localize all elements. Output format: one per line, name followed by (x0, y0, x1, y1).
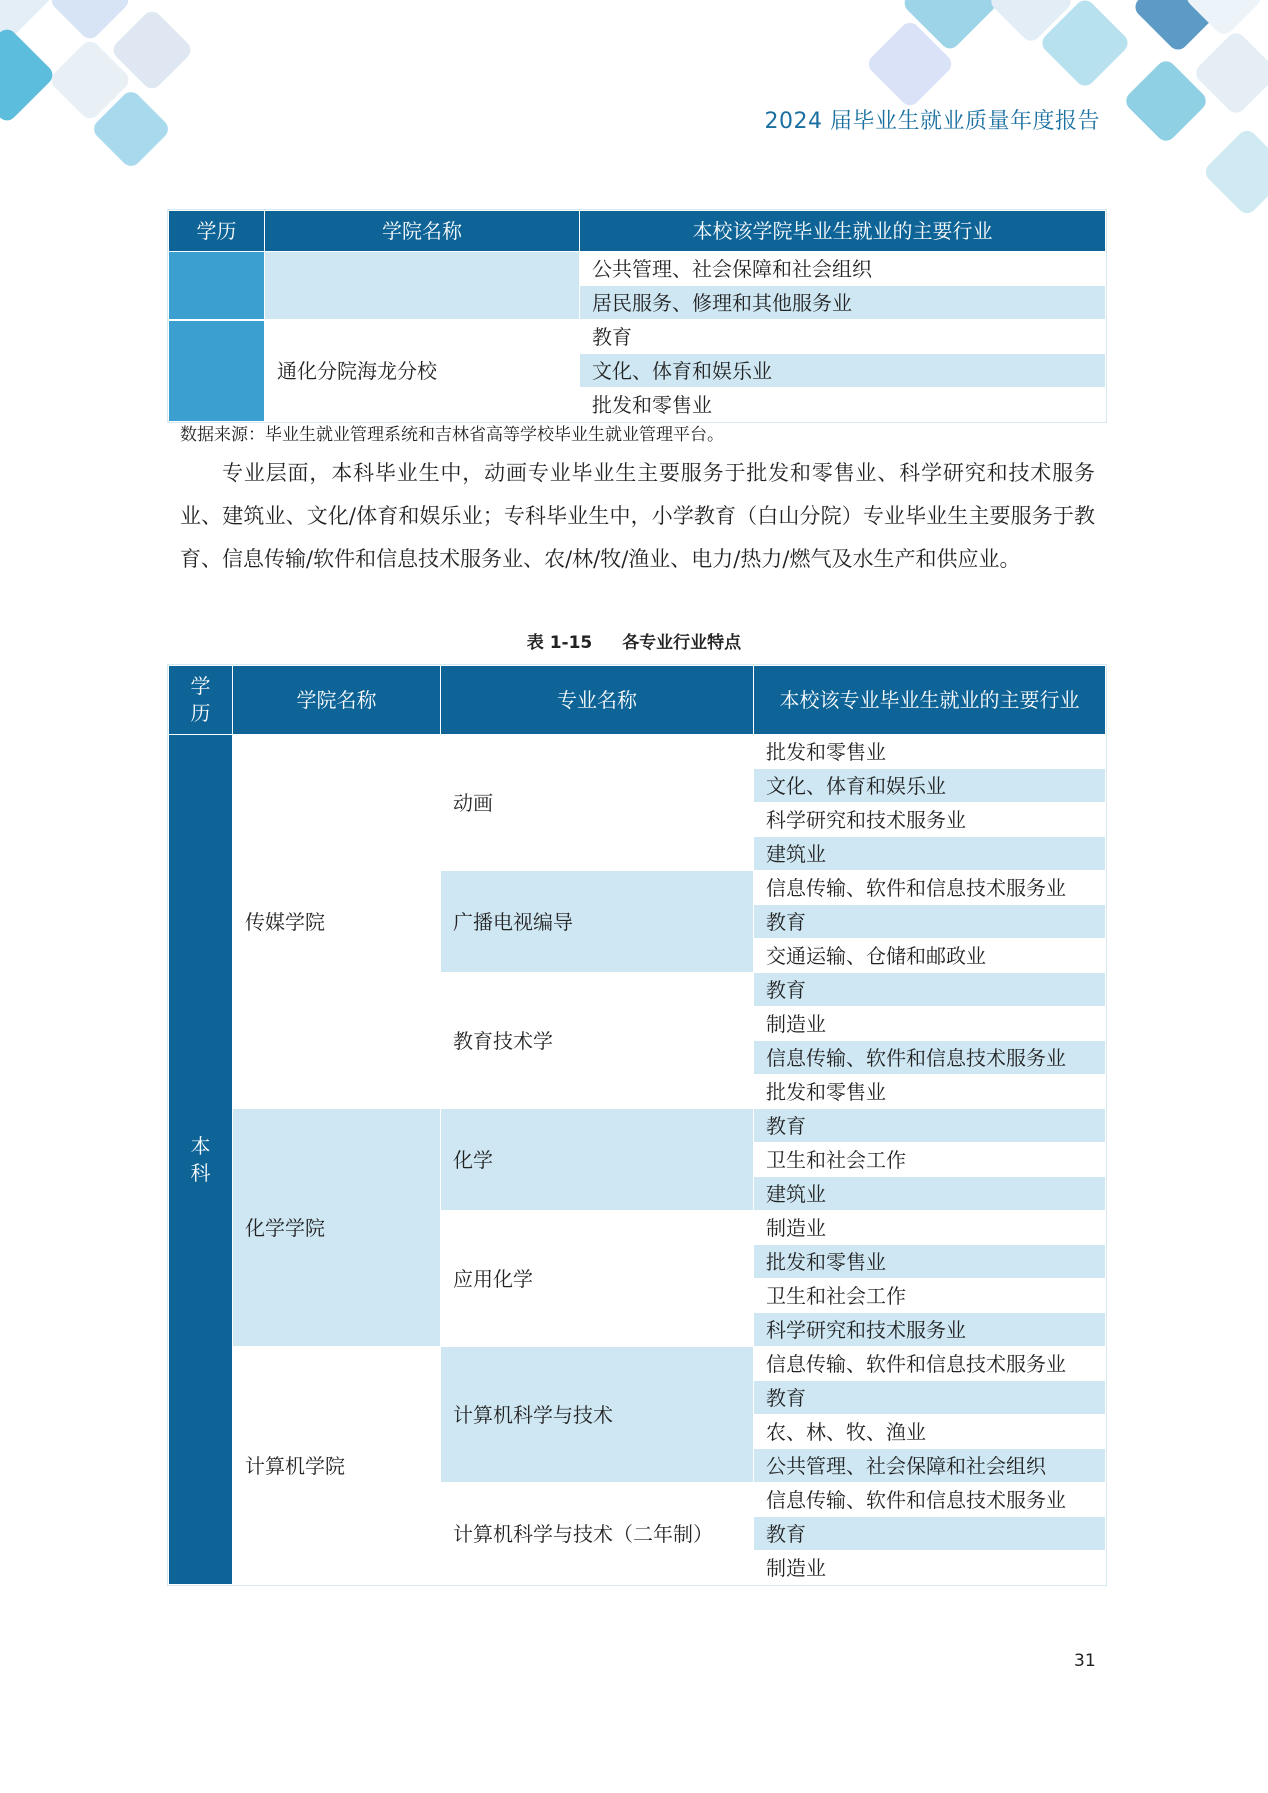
industry-cell: 科学研究和技术服务业 (754, 1313, 1106, 1347)
major-cell: 计算机科学与技术 (441, 1347, 754, 1483)
industry-cell: 信息传输、软件和信息技术服务业 (754, 1483, 1106, 1517)
major-cell: 计算机科学与技术（二年制） (441, 1483, 754, 1585)
industry-cell: 文化、体育和娱乐业 (580, 354, 1106, 388)
table-caption (0, 628, 1268, 653)
industry-cell: 教育 (754, 1109, 1106, 1143)
industry-cell: 教育 (754, 1381, 1106, 1415)
decor-tile (0, 26, 56, 125)
industry-cell: 科学研究和技术服务业 (754, 803, 1106, 837)
table-caption-number: 表 1-15 (526, 633, 593, 653)
header-college: 学院名称 (265, 211, 580, 252)
industry-by-major-table (168, 665, 1106, 1585)
level-cell: 本科 (169, 735, 233, 1585)
decor-tile (48, 0, 133, 42)
industry-cell: 制造业 (754, 1211, 1106, 1245)
industry-cell: 公共管理、社会保障和社会组织 (580, 252, 1106, 286)
industry-cell: 农、林、牧、渔业 (754, 1415, 1106, 1449)
industry-cell: 批发和零售业 (580, 388, 1106, 422)
industry-cell: 卫生和社会工作 (754, 1143, 1106, 1177)
data-source-note: 数据来源：毕业生就业管理系统和吉林省高等学校毕业生就业管理平台。 (180, 425, 724, 445)
major-cell: 应用化学 (441, 1211, 754, 1347)
header-level: 学历 (169, 211, 265, 252)
industry-cell: 公共管理、社会保障和社会组织 (754, 1449, 1106, 1483)
table-caption-title: 各专业行业特点 (622, 633, 742, 653)
report-header-title: 2024 届毕业生就业质量年度报告 (764, 109, 1100, 134)
industry-cell: 教育 (580, 320, 1106, 354)
industry-cell: 教育 (754, 905, 1106, 939)
header-industry: 本校该专业毕业生就业的主要行业 (754, 666, 1106, 735)
college-cell: 传媒学院 (233, 735, 441, 1109)
industry-cell: 卫生和社会工作 (754, 1279, 1106, 1313)
decor-tile (1202, 127, 1268, 218)
industry-cell: 居民服务、修理和其他服务业 (580, 286, 1106, 320)
industry-cell: 建筑业 (754, 837, 1106, 871)
industry-cell: 信息传输、软件和信息技术服务业 (754, 1347, 1106, 1381)
header-major: 专业名称 (441, 666, 754, 735)
page-number: 31 (1074, 1651, 1096, 1671)
industry-cell: 批发和零售业 (754, 1245, 1106, 1279)
industry-cell: 交通运输、仓储和邮政业 (754, 939, 1106, 973)
industry-cell: 教育 (754, 973, 1106, 1007)
industry-cell: 信息传输、软件和信息技术服务业 (754, 1041, 1106, 1075)
body-paragraph: 专业层面，本科毕业生中，动画专业毕业生主要服务于批发和零售业、科学研究和技术服务业、建筑业、文化/体育和娱乐业；专科毕业生中，小学教育（白山分院）专业毕业生主要服务于教育、信息传输/软件和信息技术服务业、农/林/牧/渔业、电力/热力/燃气及水生产和供应业。 (180, 461, 1095, 571)
industry-cell: 文化、体育和娱乐业 (754, 769, 1106, 803)
college-cell (265, 252, 580, 320)
header-college: 学院名称 (233, 666, 441, 735)
college-cell: 计算机学院 (233, 1347, 441, 1585)
major-cell: 化学 (441, 1109, 754, 1211)
major-cell: 教育技术学 (441, 973, 754, 1109)
industry-cell: 批发和零售业 (754, 1075, 1106, 1109)
industry-cell: 制造业 (754, 1551, 1106, 1585)
college-cell: 通化分院海龙分校 (265, 320, 580, 422)
industry-cell: 教育 (754, 1517, 1106, 1551)
header-level: 学历 (169, 666, 233, 735)
industry-by-college-table (168, 210, 1106, 422)
major-cell: 广播电视编导 (441, 871, 754, 973)
industry-cell: 批发和零售业 (754, 735, 1106, 769)
header-industry: 本校该学院毕业生就业的主要行业 (580, 211, 1106, 252)
industry-cell: 建筑业 (754, 1177, 1106, 1211)
college-cell: 化学学院 (233, 1109, 441, 1347)
level-cell (169, 252, 265, 320)
level-cell (169, 320, 265, 422)
major-cell: 动画 (441, 735, 754, 871)
industry-cell: 制造业 (754, 1007, 1106, 1041)
industry-cell: 信息传输、软件和信息技术服务业 (754, 871, 1106, 905)
